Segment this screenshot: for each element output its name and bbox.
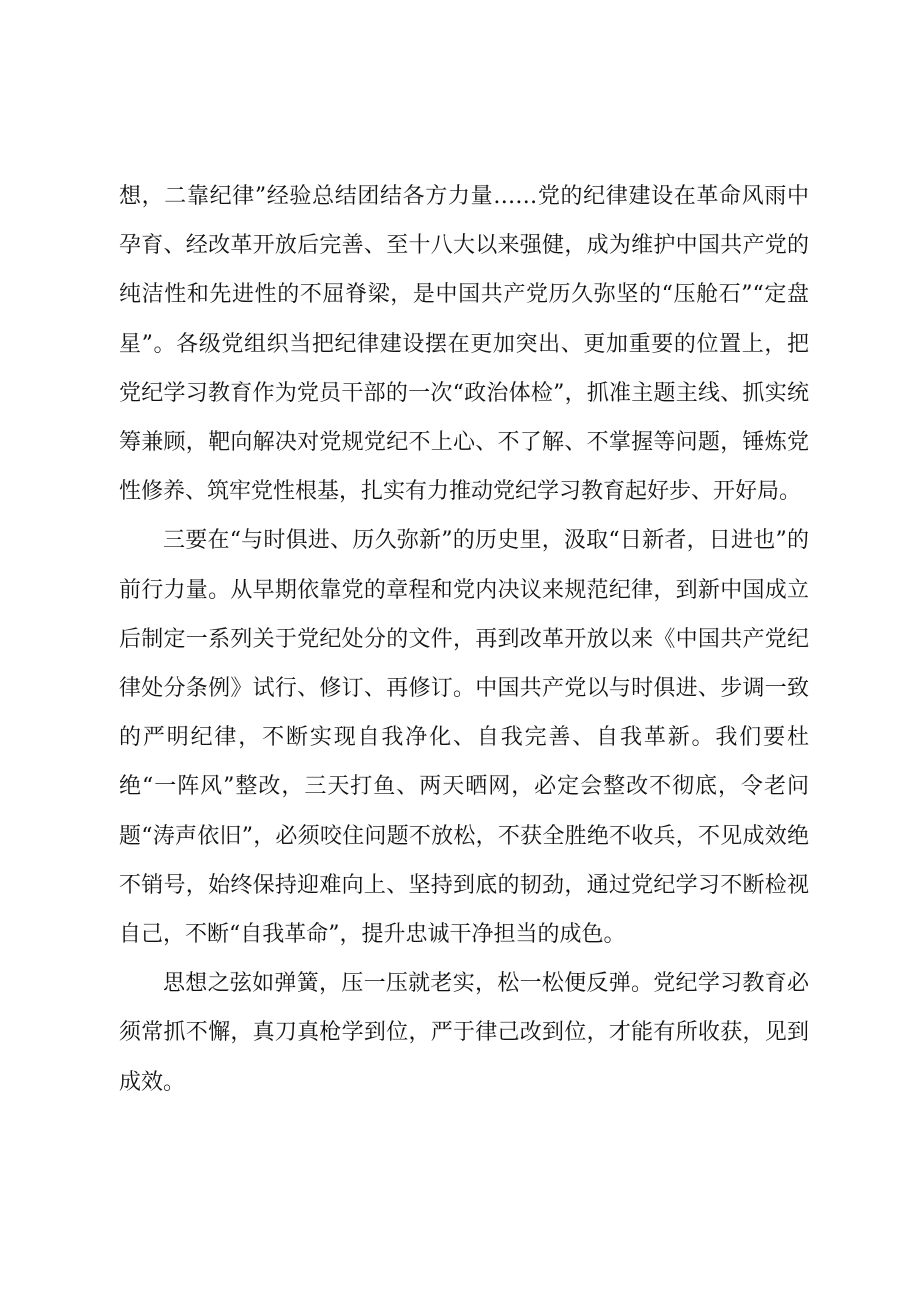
paragraph-2: 三要在“与时俱进、历久弥新”的历史里，汲取“日新者，日进也”的前行力量。从早期依靠党的章程和党内决议来规范纪律，到新中国成立后制定一系列关于党纪处分的文件，再到改革开放以来《中国共产党纪律处分条例》试行、修订、再修订。中国共产党以与时俱进、步调一致的严明纪律，不断实现自我净化、自我完善、自我革新。我们要杜绝“一阵风”整改，三天打鱼、两天晒网，必定会整改不彻底，令老问题“涛声依旧”，必须咬住问题不放松，不获全胜绝不收兵，不见成效绝不销号，始终保持迎难向上、坚持到底的韧劲，通过党纪学习不断检视自己，不断“自我革命”，提升忠诚干净担当的成色。 <box>119 528 809 948</box>
paragraph-1: 想，二靠纪律”经验总结团结各方力量……党的纪律建设在革命风雨中孕育、经改革开放后完善、至十八大以来强健，成为维护中国共产党的纯洁性和先进性的不屈脊梁，是中国共产党历久弥坚的“压舱石”“定盘星”。各级党组织当把纪律建设摆在更加突出、更加重要的位置上，把党纪学习教育作为党员干部的一次“政治体检”，抓准主题主线、抓实统筹兼顾，靶向解决对党规党纪不上心、不了解、不掌握等问题，锤炼党性修养、筑牢党性根基，扎实有力推动党纪学习教育起好步、开好局。 <box>119 184 809 505</box>
document-body <box>119 172 809 1107</box>
paragraph-3: 思想之弦如弹簧，压一压就老实，松一松便反弹。党纪学习教育必须常抓不懈，真刀真枪学到位，严于律己改到位，才能有所收获，见到成效。 <box>119 971 809 1095</box>
